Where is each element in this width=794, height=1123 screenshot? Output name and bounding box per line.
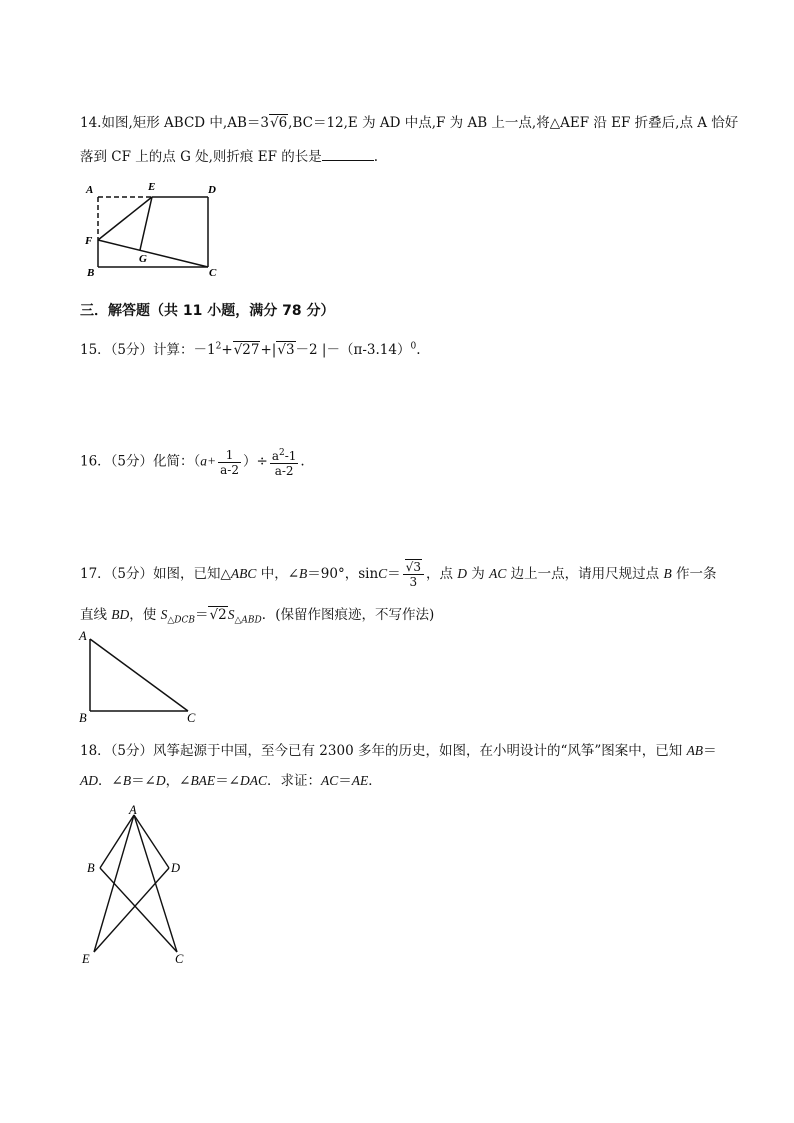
- segment-ab: [100, 815, 134, 868]
- q17-ac: AC: [489, 566, 507, 581]
- q17-mid6: 作一条: [671, 566, 717, 582]
- q15-prefix: 15．（5分）计算：: [80, 342, 194, 358]
- segment-ad: [134, 815, 169, 868]
- q16-line: [80, 446, 305, 478]
- label-e: E: [82, 952, 90, 966]
- q18-l2e: ．求证：: [267, 773, 321, 789]
- q18-prefix: 18．（5分）风筝起源于中国，至今已有 2300 多年的历史，如图，在小明设计的“风筝”图案中，已知: [80, 743, 687, 759]
- q15-line: [80, 338, 421, 358]
- q16-frac1-num: 1: [218, 448, 241, 463]
- q18-dac: DAC: [240, 773, 267, 788]
- q18-b: B: [122, 773, 132, 788]
- label-a: A: [86, 184, 94, 196]
- q17-b2: B: [663, 566, 672, 581]
- q18-d: D: [155, 773, 166, 788]
- label-c: C: [187, 711, 196, 725]
- segment-fc: [98, 240, 208, 267]
- q14-end: .: [373, 149, 379, 165]
- q15-root27-value: 27: [242, 342, 260, 358]
- label-g: G: [139, 253, 147, 265]
- q15-sqrt3: √3: [277, 342, 295, 358]
- q17-line2: [80, 603, 434, 626]
- label-a: A: [129, 803, 137, 817]
- q17-mid1: 中，∠: [256, 566, 300, 582]
- q16-frac2-den: a-2: [274, 464, 294, 478]
- q16-a-plus: a+: [200, 453, 217, 469]
- q18-l2f: ＝: [338, 773, 352, 789]
- q17-c: C: [378, 566, 388, 581]
- q17-root3-value: 3: [413, 560, 421, 574]
- label-c: C: [209, 267, 217, 279]
- q17-abc: ABC: [230, 566, 257, 581]
- q16-prefix: 16．（5分）化简：（: [80, 453, 201, 470]
- q14-text-a: 14.如图,矩形 ABCD 中,AB＝3: [80, 115, 269, 131]
- q18-l2a: ．∠: [98, 773, 123, 789]
- q18-l2g: ．: [368, 773, 382, 789]
- q14-line2: [80, 145, 378, 165]
- segment-bc: [100, 868, 177, 952]
- q18-ad: AD: [80, 773, 98, 788]
- q17-sqrt2: √2: [209, 607, 227, 623]
- q17-d: D: [457, 566, 467, 581]
- label-d: D: [208, 184, 216, 196]
- q18-l2b: ＝∠: [131, 773, 156, 789]
- label-a: A: [79, 629, 87, 643]
- q18-line1-end: ＝: [703, 743, 717, 759]
- q17-b: B: [299, 566, 308, 581]
- q18-line1: [80, 739, 717, 759]
- q16-frac2-num: [270, 446, 299, 464]
- q17-prefix: 17．（5分）如图，已知△: [80, 566, 231, 582]
- q14-text-b: ,BC＝12,E 为 AD 中点,F 为 AB 上一点,将△AEF 沿 EF 折叠后,点 A 恰好: [288, 115, 739, 131]
- q18-ac: AC: [321, 773, 339, 788]
- q15-root3-value: 3: [285, 342, 295, 358]
- q17-fraction: [403, 560, 424, 589]
- q17-mid3: ，点: [425, 566, 458, 582]
- q15-sqrt27: √27: [233, 342, 260, 358]
- q16-fraction-1: [218, 448, 241, 477]
- q16-mid: ）÷: [243, 453, 268, 470]
- q15-exp: 2: [215, 341, 222, 352]
- q14-text-c: 落到 CF 上的点 G 处,则折痕 EF 的长是: [80, 149, 322, 165]
- q18-bae: BAE: [190, 773, 216, 788]
- q17-line2-b: ，使: [129, 607, 161, 623]
- answer-blank[interactable]: [322, 148, 374, 161]
- label-b: B: [87, 267, 95, 279]
- q14-rectangle-diagram: [78, 176, 228, 280]
- q14-root-value: 6: [278, 115, 288, 131]
- q15-abs-tail: －2 |－（π-3.14）: [295, 342, 411, 358]
- q15-end: .: [416, 342, 421, 358]
- q17-mid5: 边上一点，请用尺规过点: [506, 566, 664, 582]
- q16-frac1-den: a-2: [220, 462, 239, 477]
- q15-plus: +: [221, 342, 233, 358]
- q18-ae: AE: [351, 773, 369, 788]
- q17-eq2: ＝: [194, 607, 209, 623]
- q17-sqrt3: √3: [405, 560, 421, 574]
- q18-l2d: ＝∠: [215, 773, 240, 789]
- q18-l2c: ，∠: [165, 773, 191, 789]
- q17-line2-a: 直线: [80, 607, 112, 623]
- q17-mid4: 为: [467, 566, 490, 582]
- label-e: E: [148, 181, 156, 193]
- label-d: D: [171, 861, 181, 875]
- q15-abs-open: +|: [260, 342, 277, 358]
- q17-mid2: ＝90°，sin: [307, 566, 379, 582]
- label-c: C: [175, 952, 184, 966]
- label-b: B: [79, 711, 87, 725]
- q14-sqrt6: √6: [269, 115, 288, 131]
- q16-frac2-tail: -1: [284, 449, 297, 463]
- q16-frac2-num-a: a: [271, 449, 279, 463]
- q17-s-sub1: △DCB: [167, 615, 195, 626]
- section-heading: 三．解答题（共 11 小题，满分 78 分）: [80, 303, 335, 319]
- q17-bd: BD: [111, 607, 130, 622]
- q14-line1: [80, 111, 738, 131]
- q17-line2-c: ．(保留作图痕迹，不写作法): [261, 607, 435, 623]
- q17-eq: ＝: [387, 566, 401, 582]
- q15-exp0: 0: [410, 341, 417, 352]
- q17-triangle-diagram: [74, 626, 204, 726]
- segment-de: [94, 868, 169, 952]
- q17-frac-den: 3: [409, 575, 418, 589]
- q18-kite-diagram: [78, 802, 198, 972]
- q17-s: S: [160, 607, 168, 622]
- label-f: F: [85, 235, 93, 247]
- q18-ab: AB: [686, 743, 704, 758]
- q16-fraction-2: [270, 446, 299, 478]
- q17-frac-num: [403, 560, 424, 575]
- segment-ac: [90, 639, 188, 711]
- q17-s-sub2: △ABD: [234, 615, 262, 626]
- q17-line1: [80, 560, 717, 589]
- q16-frac2-exp: 2: [278, 448, 285, 458]
- label-b: B: [87, 861, 95, 875]
- q16-end: .: [300, 453, 305, 470]
- q17-root2-value: 2: [218, 607, 227, 623]
- q18-line2: [80, 769, 382, 789]
- q15-term-a: －1: [193, 342, 216, 358]
- q17-s2: S: [227, 607, 235, 622]
